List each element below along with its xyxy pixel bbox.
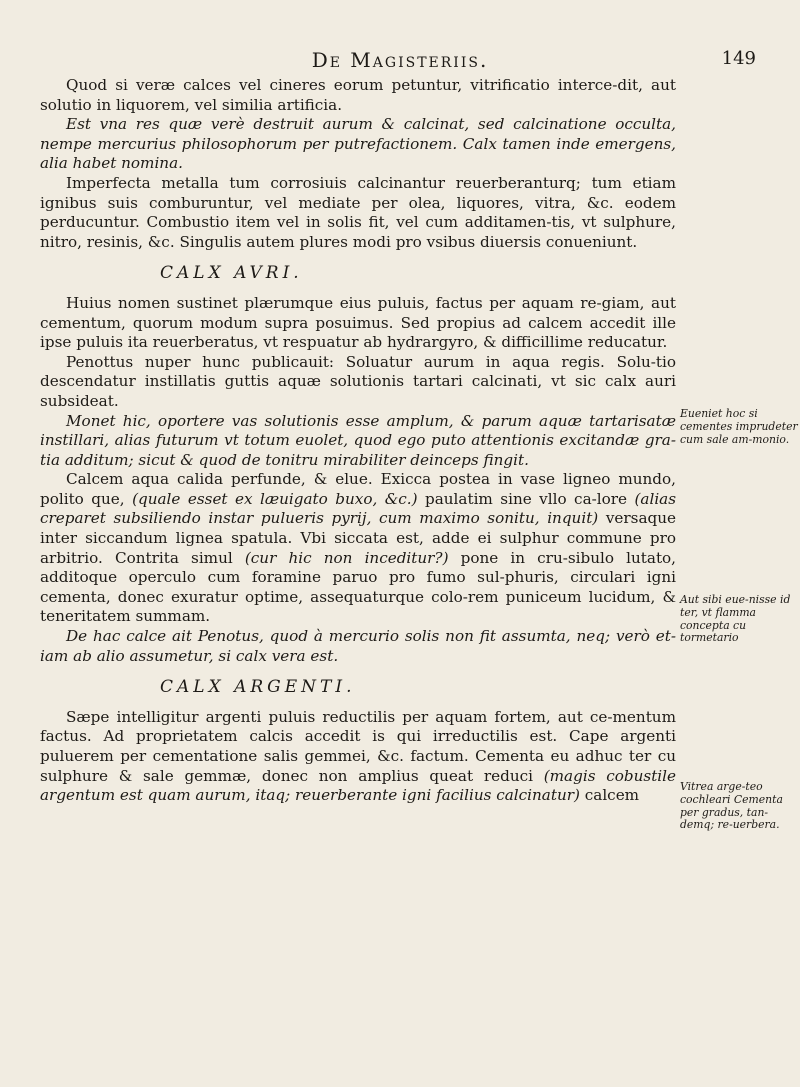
section-heading-calx-argenti: CALX ARGENTI. <box>160 677 356 698</box>
text-run: calcem <box>584 786 640 805</box>
calx-auri-block <box>40 294 676 666</box>
text-run-italic: (cur hic non inceditur?) <box>244 548 449 567</box>
text-run: paulatim sine vllo ca-lore <box>425 489 628 508</box>
text-run-italic: (magis cobustile argentum est quam aurum, itaq; reuerberante igni facilius calcinatur) <box>40 766 677 805</box>
text-run: pone in cru-sibulo lutato, additoque operculo cum foramine paruo pro fumo sul-phuris, circulari igni cementa, donec exuratur optime, assequaturque colo-rem puniceum lucidum, & teneritatem summam. <box>40 548 677 626</box>
paragraph-italic: De hac calce ait Penotus, quod à mercurio solis non fit assumta, neq; verò et-iam ab alio assumetur, si calx vera est. <box>40 627 676 665</box>
page-header <box>0 48 800 74</box>
section-heading-calx-auri: CALX AVRI. <box>160 263 303 284</box>
body-text <box>40 76 748 806</box>
text-run: versaque inter siccandum lignea spatula. Vbi siccata est, adde ei sulphur commune pro arbitrio. <box>40 509 676 567</box>
text-run-italic: (quale esset ex læuigato buxo, &c.) <box>132 489 418 508</box>
page-number: 149 <box>721 48 756 69</box>
running-title: De Magisteriis. <box>311 48 489 72</box>
text-run: Calcem aqua calida perfunde, & elue. Exicca postea in vase ligneo mundo, polito que, <box>40 470 676 508</box>
margin-note: Aut sibi eue-nisse id ter, vt flamma concepta cu tormetario <box>680 593 791 645</box>
paragraph: Penottus nuper hunc publicauit: Soluatur aurum in aqua regis. Solu-tio descendatur instillatis guttis aquæ solutionis tartari calcinati, vt sic calx auri subsideat. <box>40 352 676 410</box>
opening-block <box>40 76 676 252</box>
text-run-italic: (alias creparet subsiliendo instar pulueris pyrij, cum maximo sonitu, inquit) <box>40 489 677 528</box>
paragraph: Huius nomen sustinet plærumque eius puluis, factus per aquam re-giam, aut cementum, quorum modum supra posuimus. Sed propius ad calcem accedit ille ipse puluis ita reuerberatus, vt respuatur ab hydrargyro, & difficillime reducatur. <box>40 293 676 352</box>
paragraph <box>40 470 676 627</box>
calx-argenti-block <box>40 708 676 806</box>
text-run: Contrita simul <box>114 548 233 567</box>
paragraph <box>40 708 676 806</box>
paragraph-italic: Monet hic, oportere vas solutionis esse amplum, & parum aquæ tartarisatæ instillari, alias futurum vt totum euolet, quod ego puto attentionis excitandæ gra-tia additum; sicut & quod de tonitru mirabiliter deinceps fingit. <box>40 411 676 469</box>
margin-note: Vitrea arge-teo cochleari Cementa per gradus, tan-demq; re-uerbera. <box>680 780 783 832</box>
margin-note: Eueniet hoc si cementes imprudeter cum sale am-monio. <box>680 407 798 446</box>
paragraph: Imperfecta metalla tum corrosiuis calcinantur reuerberanturq; tum etiam ignibus suis comburuntur, vel mediate per olea, liquores, vitra, &c. eodem perducuntur. Combustio item vel in solis fit, vel cum additamen-tis, vt sulphure, nitro, resinis, &c. Singulis autem plures modi pro vsibus diuersis conueniunt. <box>40 173 676 251</box>
paragraph-italic: Est vna res quæ verè destruit aurum & calcinat, sed calcinatione occulta, nempe mercurius philosophorum per putrefactionem. Calx tamen inde emergens, alia habet nomina. <box>40 115 676 173</box>
paragraph: Quod si veræ calces vel cineres eorum petuntur, vitrificatio interce-dit, aut solutio in liquorem, vel similia artificia. <box>40 76 676 114</box>
text-run: Sæpe intelligitur argenti puluis reductilis per aquam fortem, aut ce-mentum factus. Ad proprietatem calcis accedit is qui irreductilis est. Cape argenti puluerem per cementatione salis gemmei, &c. factum. Cementa eu adhuc ter cu sulphure & sale gemmæ, donec non amplius queat reduci <box>40 707 676 785</box>
